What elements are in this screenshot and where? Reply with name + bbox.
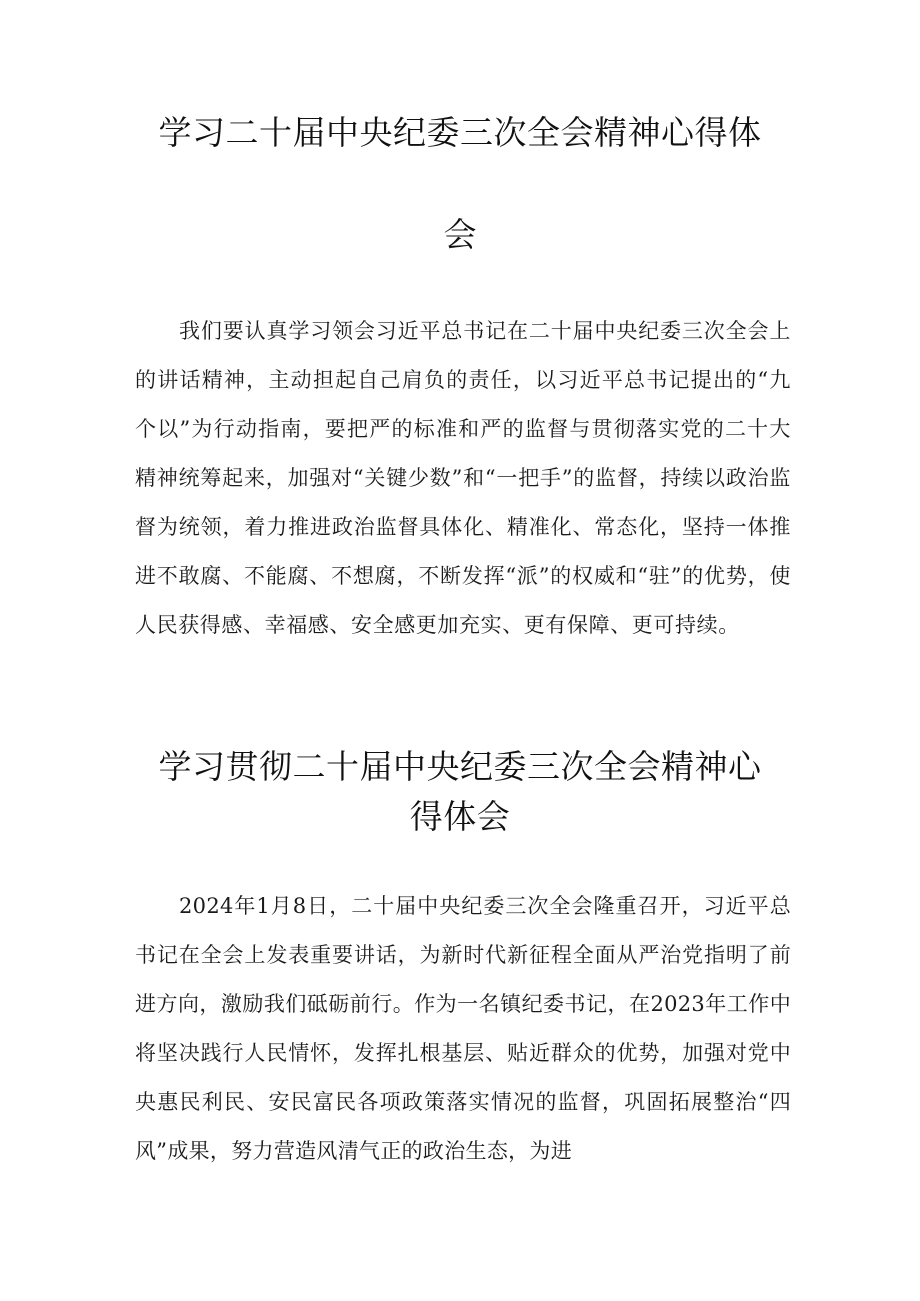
section2-paragraph: 2024年1月8日，二十届中央纪委三次全会隆重召开，习近平总书记在全会上发表重要讲话，为新时代新征程全面从严治党指明了前进方向，激励我们砥砺前行。作为一名镇纪委书记，在2023年工作中将坚决践行人民情怀，发挥扎根基层、贴近群众的优势，加强对党中央惠民利民、安民富民各项政策落实情况的监督，巩固拓展整治“四风”成果，努力营造风清气正的政治生态，为进: [135, 894, 791, 1163]
section1-title: [120, 108, 800, 158]
section1-title-continuation: [120, 210, 800, 260]
section1-paragraph: 我们要认真学习领会习近平总书记在二十届中央纪委三次全会上的讲话精神，主动担起自己肩负的责任，以习近平总书记提出的“九个以”为行动指南，要把严的标准和严的监督与贯彻落实党的二十大精神统筹起来，加强对“关键少数”和“一把手”的监督，持续以政治监督为统领，着力推进政治监督具体化、精准化、常态化，坚持一体推进不敢腐、不能腐、不想腐，不断发挥“派”的权威和“驻”的优势，使人民获得感、幸福感、安全感更加充实、更有保障、更可持续。: [135, 319, 791, 637]
section2-title: [120, 742, 800, 842]
section1-title-line1: 学习二十届中央纪委三次全会精神心得体: [158, 113, 762, 152]
section1-title-line2: 会: [443, 215, 477, 254]
section2-title-line2: 得体会: [409, 797, 511, 836]
section2-title-line1: 学习贯彻二十届中央纪委三次全会精神心: [158, 747, 762, 786]
